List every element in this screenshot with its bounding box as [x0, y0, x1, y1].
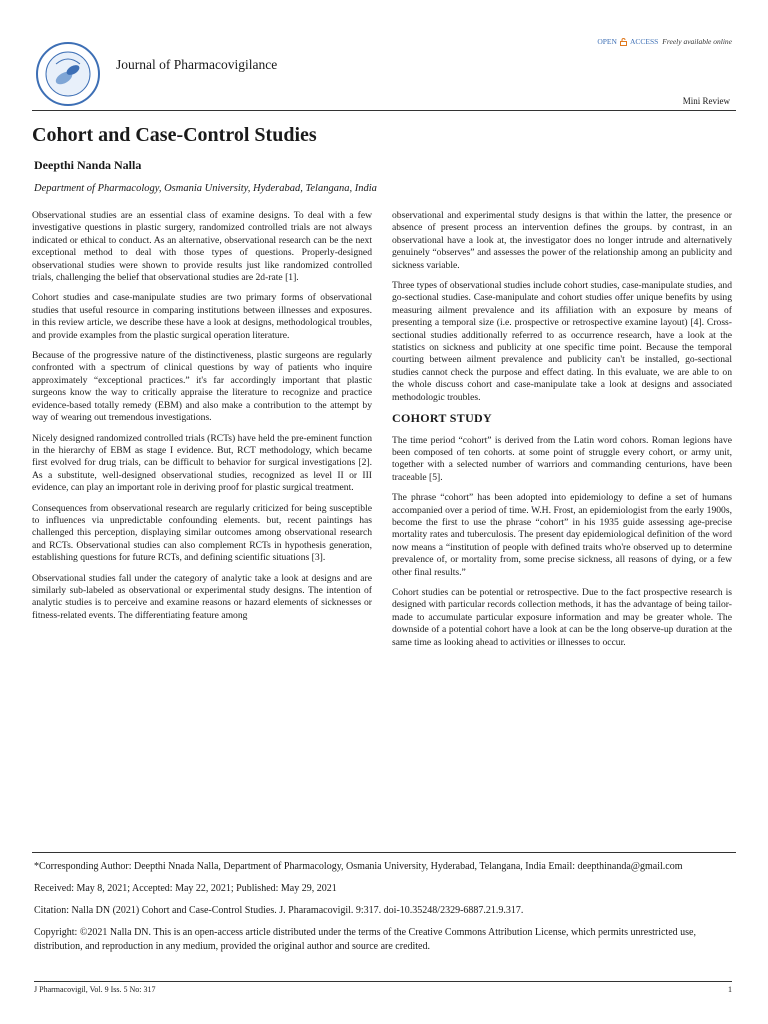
open-access-word-access: ACCESS: [629, 37, 659, 46]
journal-logo: [34, 40, 102, 108]
section-heading-cohort-study: COHORT STUDY: [392, 411, 492, 426]
publication-dates: Received: May 8, 2021; Accepted: May 22, 2021; Published: May 29, 2021: [34, 883, 337, 894]
left-column: [32, 210, 372, 630]
footnote-divider: [32, 852, 736, 853]
corresponding-author-note: *Corresponding Author: Deepthi Nnada Nalla, Department of Pharmacology, Osmania University, Hyderabad, Telangana, India Email: deepthinanda@gmail.com: [34, 861, 683, 872]
paragraph: Observational studies are an essential class of examine designs. To deal with a few investigative questions in plastic surgery, randomized controlled trials are not always indicated or ethical to conduct. As an alternative, observational research can be the next exceptional method to deal with those types of questions. Properly-designed observational studies were shown to provide results just like randomized controlled trials, challenging the belief that observational studies are 2d-rate [1].: [32, 210, 372, 284]
paragraph: Consequences from observational research are regularly criticized for being susceptible to influences via unpredictable confounding elements. but, recent paintings has challenged this perception, displaying similar outcomes among observational research and RCTs. Observational studies can also complement RCTs in hypothesis generation, establishing questions for future RCTs, and defining scientific situations [3].: [32, 502, 372, 564]
open-lock-icon: [620, 38, 627, 46]
paragraph: Observational studies fall under the category of analytic take a look at designs and are similarly sub-labeled as observational or experimental study designs. The intention of analytic studies is to perceive and examine reasons or hazard elements of sicknesses or fitness-related events. The differentiating feature among: [32, 572, 372, 621]
header-divider: [32, 110, 736, 111]
open-access-badge: [597, 37, 732, 46]
paragraph: Cohort studies and case-manipulate studies are two primary forms of observational studies that useful resource in comparing institutions between illnesses and exposures. in this review article, we describe these have a look at designs, methodological troubles, and provide examples from the plastic surgical operation literature.: [32, 292, 372, 341]
paragraph: observational and experimental study designs is that within the latter, the presence or absence of present process an intervention defines the groups. by contrast, in an observational have a look at, the investigator does no longer intrude and alternatively genuinely “observes” and assesses the power of the relationship among an publicity and sickness variable.: [392, 210, 732, 271]
open-access-word-open: OPEN: [597, 37, 617, 46]
author-affiliation: Department of Pharmacology, Osmania University, Hyderabad, Telangana, India: [34, 183, 377, 194]
citation-note: Citation: Nalla DN (2021) Cohort and Case-Control Studies. J. Pharamacovigil. 9:317. doi-10.35248/2329-6887.21.9.317.: [34, 905, 524, 916]
author-name: Deepthi Nanda Nalla: [34, 158, 142, 172]
paragraph: Cohort studies can be potential or retrospective. Due to the fact prospective research is designed with particular records collection methods, it has the advantage of being tailor-made to accumulate particular exposure information and may be greater whole. The downside of a potential cohort have a look at can be the long observe-up duration at the same time as looking ahead to activities or illnesses to occur.: [392, 586, 732, 648]
copyright-note: Copyright: ©2021 Nalla DN. This is an open-access article distributed under the terms of the Creative Commons Attribution License, which permits unrestricted use, distribution, and reproduction in any medium, provided the original author and source are credited.: [34, 927, 696, 952]
paragraph: Because of the progressive nature of the distinctiveness, plastic surgeons are regularly confronted with a spectrum of clinical questions by way of patients who inquire approximately “exceptional practices.” it's far accordingly important that plastic surgeons know the way to critically appraise the literature to recognize and practice evidence-based totally remedy (EBM) and also make a contribution to the attempt by way of wearing out tremendous investigations.: [32, 350, 372, 424]
right-column: [392, 210, 732, 657]
journal-logo-graphic: [34, 40, 102, 108]
paragraph: The phrase “cohort” has been adopted into epidemiology to define a set of humans accompanied over a period of time. W.H. Frost, an epidemiologist from the early 1900s, become the first to use the phrase “cohort” in his 1935 guide assessing age-precise mortality rates and tuberculosis. The present day epidemiological definition of the word now means a “institution of people with defined traits who're observed up to determine prevalence of, or mortality from, some precise sickness, all reasons of dying, or a few other final results.”: [392, 492, 732, 578]
footnotes: [34, 860, 732, 962]
paragraph: The time period “cohort” is derived from the Latin word cohors. Roman legions have been composed of ten cohorts. at some point of struggle every cohort, or army unit, together with a selected number of warriors and commanding centurions, have been traceable [5].: [392, 434, 732, 483]
paragraph: Nicely designed randomized controlled trials (RCTs) have held the pre-eminent function in the hierarchy of EBM as stage I evidence. But, RCT methodology, which became first evolved for drug trials, can be difficult to behavior for surgical investigations [2]. As a substitute, well-designed observational studies, recognized as level II or III evidence, can play an important role in deriving proof for plastic surgical treatment.: [32, 432, 372, 494]
journal-name: Journal of Pharmacovigilance: [116, 57, 278, 72]
page-number: 1: [728, 985, 732, 994]
article-type-label: Mini Review: [682, 96, 730, 106]
page-footer: [34, 981, 732, 994]
journal-reference: J Pharmacovigil, Vol. 9 Iss. 5 No: 317: [34, 985, 156, 994]
article-title: Cohort and Case-Control Studies: [32, 124, 317, 146]
open-access-tagline: Freely available online: [662, 37, 732, 46]
paragraph: Three types of observational studies include cohort studies, case-manipulate studies, and go-sectional studies. Case-manipulate and cohort studies offer unique benefits by using measuring ailment prevalence and its affiliation with an exposure by means of presenting a temporal size (i.e. prospective or retrospective examine layout) [4]. Cross-sectional studies additionally referred to as occurrence research, have a look at the statistics on sickness and publicity at one specific time point. Because the temporal courting between ailment prevalence and publicity can't be installed, go-sectional studies cannot check the purpose and effect dating. In this evaluate, we are able to on the whole discuss cohort and case-manipulate take a look at designs and associated methodologic troubles.: [392, 280, 732, 403]
